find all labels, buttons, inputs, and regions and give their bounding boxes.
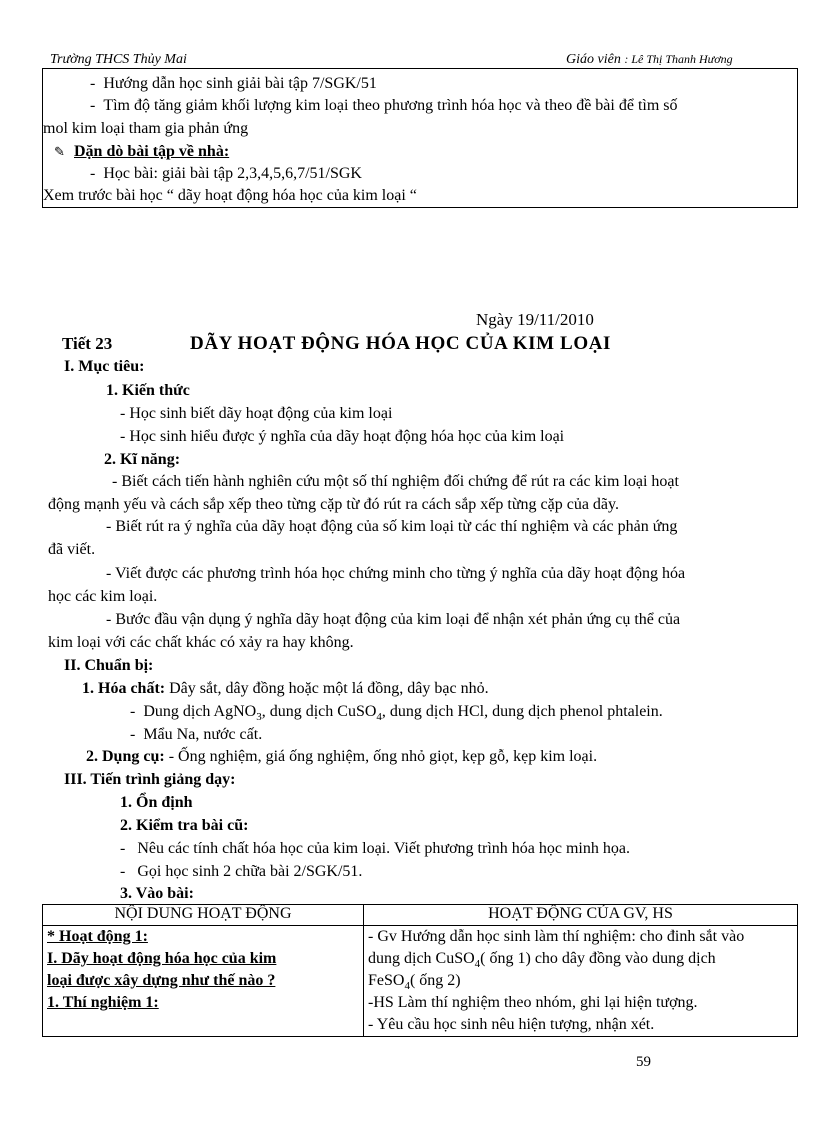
process-step: 1. Ổn định xyxy=(120,794,193,811)
homework-heading: ✎ Dặn dò bài tập về nhà: xyxy=(54,143,230,160)
process-heading: III. Tiến trình giảng dạy: xyxy=(64,771,236,788)
activity-line: dung dịch CuSO$_4$( ống 1) cho dây đồng vào dung dịch xyxy=(368,950,716,971)
box-item-continued: mol kim loại tham gia phản ứng xyxy=(43,120,249,137)
experiment-label: 1. Thí nghiệm 1: xyxy=(47,994,159,1011)
preview-note: Xem trước bài học “ dãy hoạt động hóa học của kim loại “ xyxy=(43,187,417,204)
school-name: Trường THCS Thủy Mai xyxy=(50,52,187,67)
skill-line: động mạnh yếu và cách sắp xếp theo từng cặp từ đó rút ra cách sắp xếp từng cặp của dãy. xyxy=(48,496,619,513)
section-title: loại được xây dựng như thế nào ? xyxy=(47,972,276,989)
skill-line: - Biết cách tiến hành nghiên cứu một số thí nghiệm đối chứng để rút ra các kim loại hoạt xyxy=(112,473,679,490)
lesson-date: Ngày 19/11/2010 xyxy=(476,310,594,329)
table-header-row xyxy=(43,905,798,926)
lesson-number: Tiết 23 xyxy=(62,334,113,353)
section-title: I. Dãy hoạt động hóa học của kim xyxy=(47,950,277,967)
box-item: - Tìm độ tăng giảm khối lượng kim loại theo phương trình hóa học và theo đề bài để tìm số xyxy=(90,97,678,114)
activity-line: -HS Làm thí nghiệm theo nhóm, ghi lại hiện tượng. xyxy=(368,994,698,1011)
preparation-heading: II. Chuẩn bị: xyxy=(64,657,154,674)
activity-label: * Hoạt động 1: xyxy=(47,928,148,945)
box-item: - Hướng dẫn học sinh giải bài tập 7/SGK/51 xyxy=(90,75,377,92)
skill-line: kim loại với các chất khác có xảy ra hay không. xyxy=(48,634,354,651)
skill-line: - Biết rút ra ý nghĩa của dãy hoạt động của số kim loại từ các thí nghiệm và các phản ứng xyxy=(106,518,678,535)
activity-line: FeSO$_4$( ống 2) xyxy=(368,972,461,993)
process-step: 3. Vào bài: xyxy=(120,885,194,902)
objectives-heading: I. Mục tiêu: xyxy=(64,358,145,375)
activity-line: - Gv Hướng dẫn học sinh làm thí nghiệm: cho đinh sắt vào xyxy=(368,928,745,945)
process-step: 2. Kiểm tra bài cũ: xyxy=(120,817,249,834)
activity-cell xyxy=(364,926,798,1037)
skills-heading: 2. Kĩ năng: xyxy=(104,451,181,468)
teacher-name: : Lê Thị Thanh Hương xyxy=(624,52,733,66)
teacher-info xyxy=(566,52,733,68)
pointing-hand-icon: ✎ xyxy=(54,144,65,159)
sample-line: - Mẩu Na, nước cất. xyxy=(130,726,263,743)
table-row xyxy=(43,926,798,1037)
column-header: HOẠT ĐỘNG CỦA GV, HS xyxy=(364,905,798,926)
knowledge-item: - Học sinh biết dãy hoạt động của kim loại xyxy=(120,405,393,422)
teacher-label: Giáo viên xyxy=(566,52,621,67)
knowledge-heading: 1. Kiến thức xyxy=(106,382,190,399)
skill-line: - Bước đầu vận dụng ý nghĩa dãy hoạt động của kim loại để nhận xét phản ứng cụ thể của xyxy=(106,611,681,628)
lesson-title: DÃY HOẠT ĐỘNG HÓA HỌC CỦA KIM LOẠI xyxy=(190,333,612,354)
review-question: - Nêu các tính chất hóa học của kim loại. Viết phương trình hóa học minh họa. xyxy=(120,840,630,857)
homework-item: - Học bài: giải bài tập 2,3,4,5,6,7/51/SGK xyxy=(90,165,362,182)
content-cell xyxy=(43,926,364,1037)
chemicals-line: 1. Hóa chất: Dây sắt, dây đồng hoặc một lá đồng, dây bạc nhỏ. xyxy=(82,680,489,697)
solutions-line: - Dung dịch AgNO$_3$, dung dịch CuSO$_4$, dung dịch HCl, dung dịch phenol phtalein. xyxy=(130,703,663,724)
skill-line: học các kim loại. xyxy=(48,588,158,605)
skill-line: đã viết. xyxy=(48,541,96,558)
column-header: NỘI DUNG HOẠT ĐỘNG xyxy=(43,905,364,926)
page-number: 59 xyxy=(636,1054,651,1070)
review-question: - Gọi học sinh 2 chữa bài 2/SGK/51. xyxy=(120,863,363,880)
activity-table xyxy=(42,904,798,1037)
knowledge-item: - Học sinh hiểu được ý nghĩa của dãy hoạt động hóa học của kim loại xyxy=(120,428,565,445)
tools-line: 2. Dụng cụ: - Ống nghiệm, giá ống nghiệm, ống nhỏ giọt, kẹp gỗ, kẹp kim loại. xyxy=(86,748,598,765)
skill-line: - Viết được các phương trình hóa học chứng minh cho từng ý nghĩa của dãy hoạt động hóa xyxy=(106,565,686,582)
activity-line: - Yêu cầu học sinh nêu hiện tượng, nhận xét. xyxy=(368,1016,655,1033)
